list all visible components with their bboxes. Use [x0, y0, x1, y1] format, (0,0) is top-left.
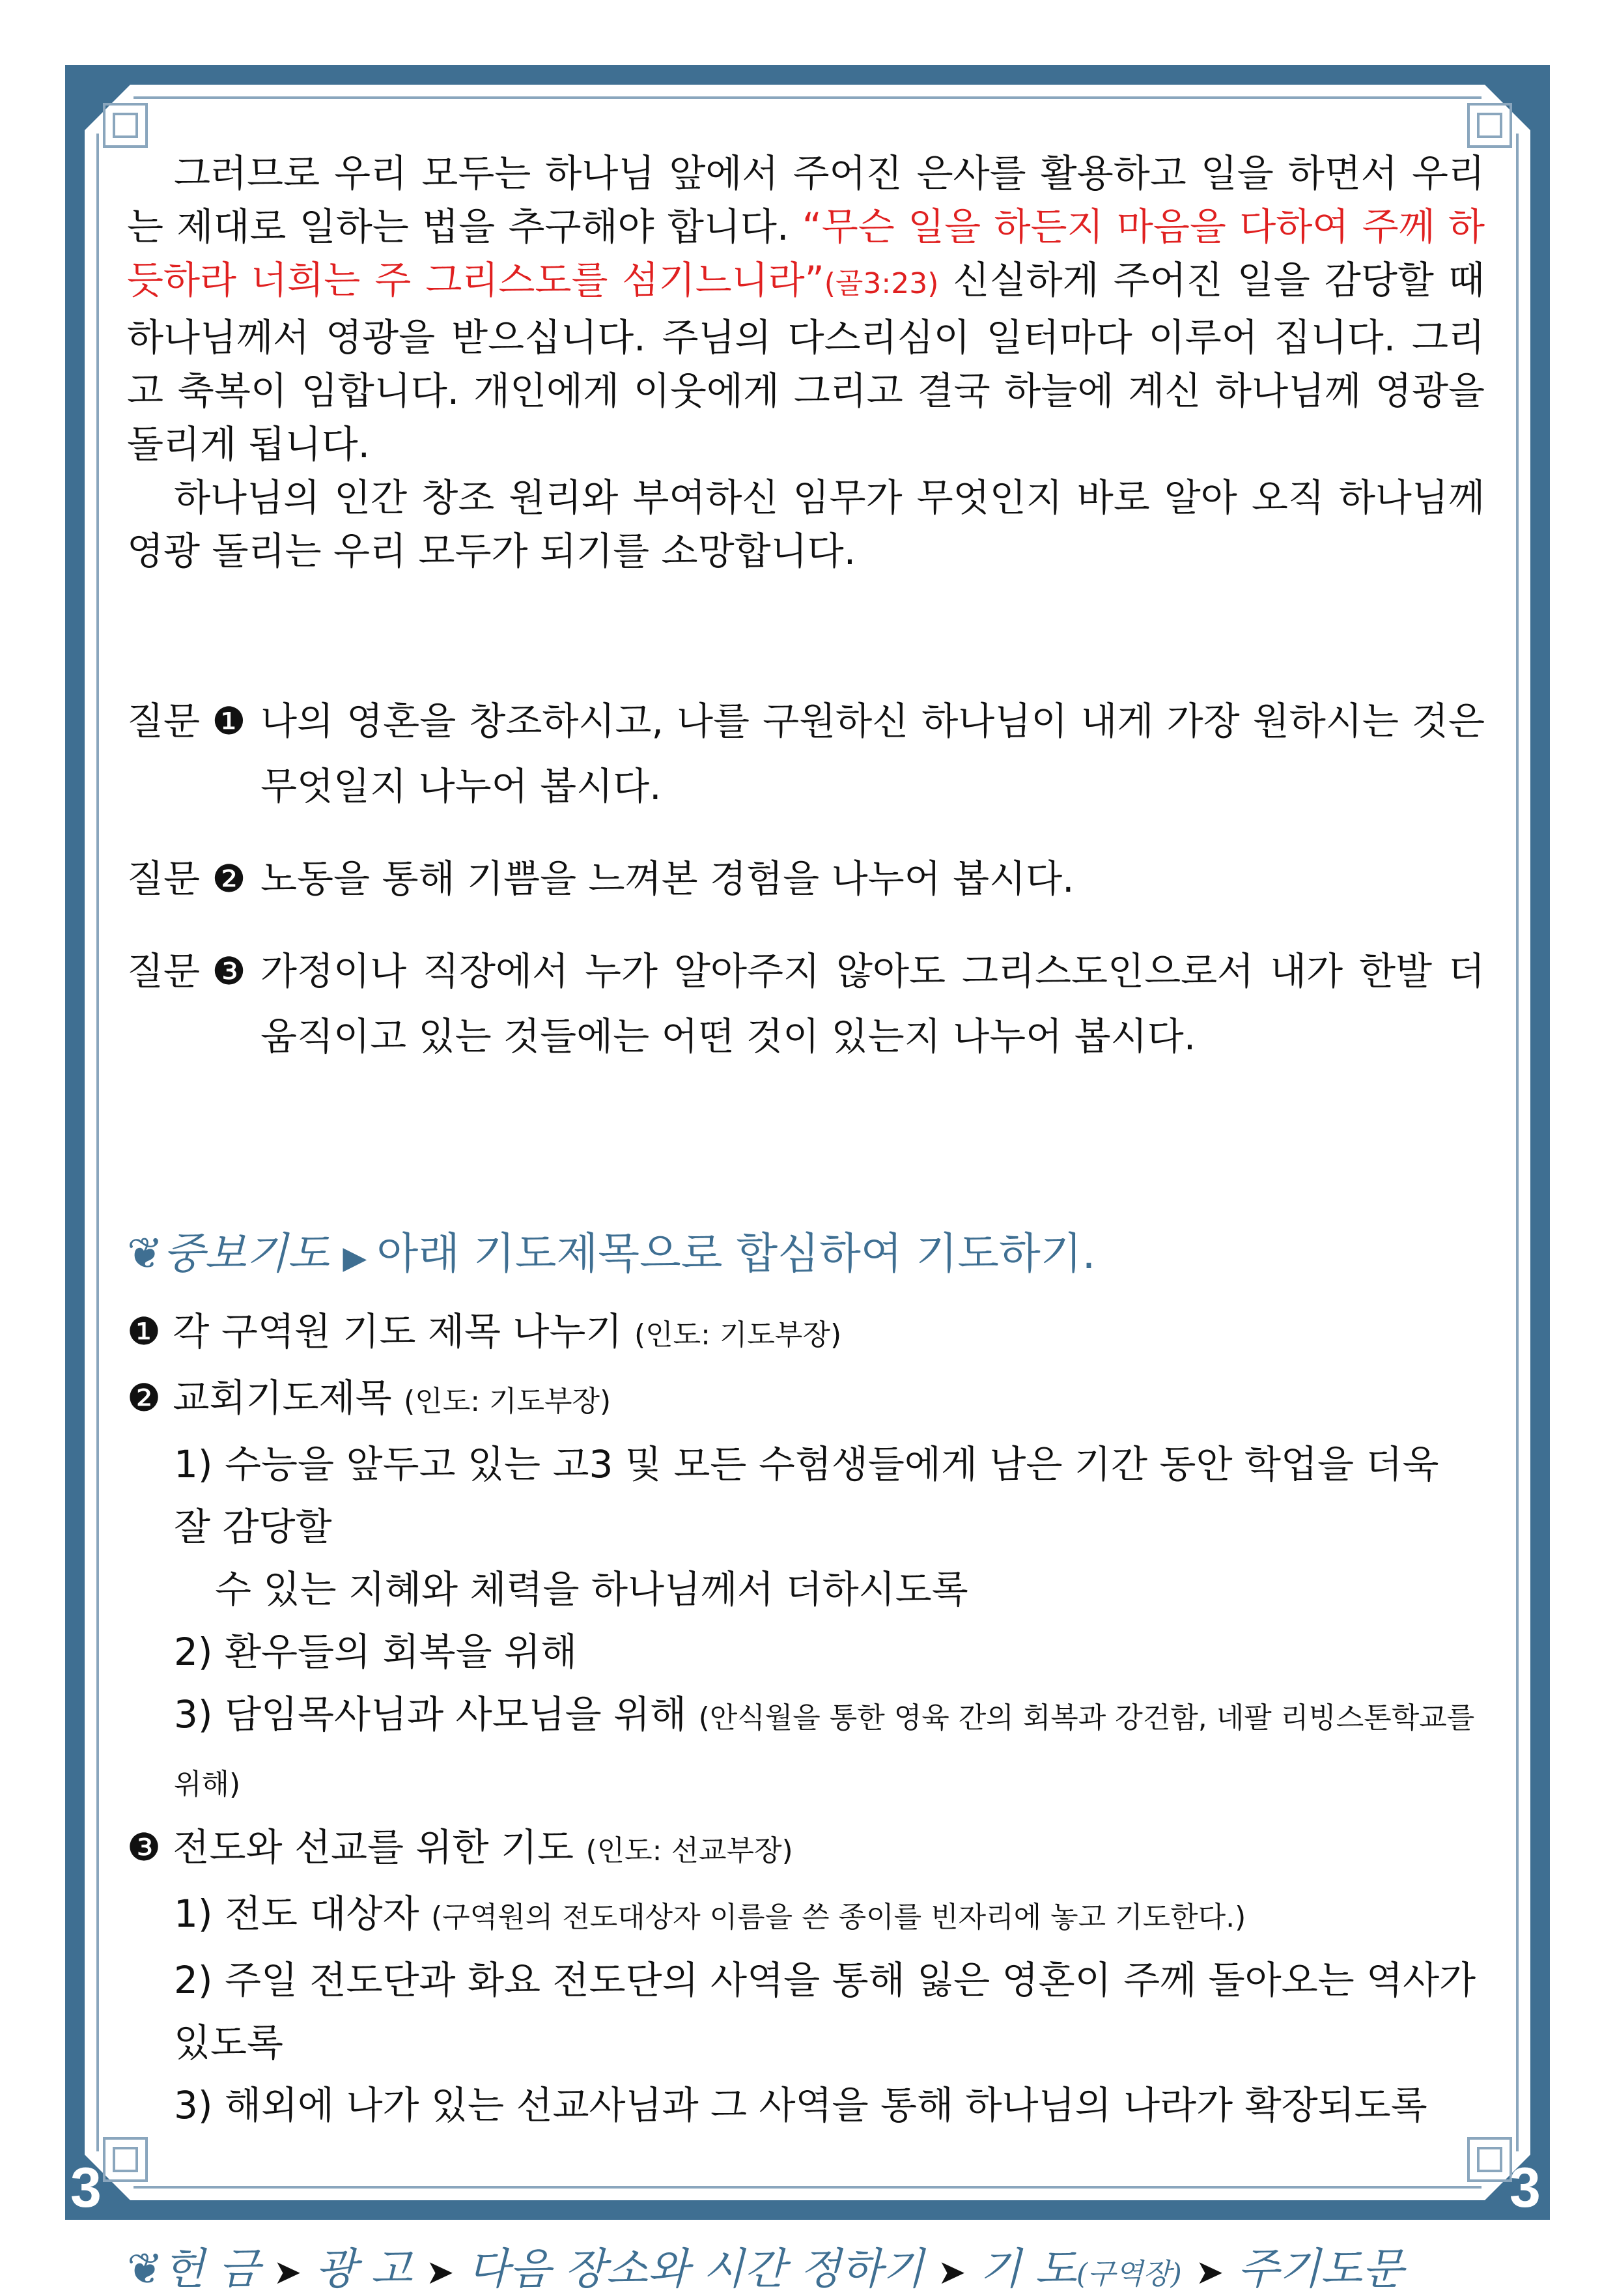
- service-order: [127, 2234, 1485, 2296]
- question-1: [127, 688, 1485, 819]
- order-prayer-note: (구역장): [1076, 2258, 1182, 2291]
- prayer-item-3-sub-2: 2) 주일 전도단과 화요 전도단의 사역을 통해 잃은 영혼이 주께 돌아오는 역사가 있도록: [174, 1958, 1476, 2065]
- intro-text-a: 그러므로 우리 모두는 하나님 앞에서 주어진 은사를 활용하고 일을 하면서 우리는 제대로 일하는 법을 추구해야 합니다.: [127, 151, 1485, 249]
- order-lords-prayer: 주기도문: [1237, 2244, 1404, 2294]
- prayer-item-1: [127, 1300, 1485, 1367]
- prayer-item-3-sub-1-note: (구역원의 전도대상자 이름을 쓴 종이를 빈자리에 놓고 기도한다.): [430, 1901, 1246, 1934]
- prayer-item-1-note: (인도: 기도부장): [634, 1318, 842, 1352]
- prayer-item-3-sub-3: 3) 해외에 나가 있는 선교사님과 그 사역을 통해 하나님의 나라가 확장되도록: [174, 2083, 1427, 2127]
- intro-paragraph-1: [127, 147, 1485, 471]
- prayer-item-2-sub-3: [127, 1683, 1485, 1816]
- arrow-right-icon: ➤: [425, 2253, 455, 2292]
- page-number-left: 3: [70, 2157, 102, 2219]
- order-announcements: 광 고: [315, 2244, 412, 2294]
- prayer-item-2-note: (인도: 기도부장): [404, 1385, 611, 1418]
- intro-text-b: 신실하게 주어진 일을 감당할 때 하나님께서 영광을 받으십니다. 주님의 다스리심이 일터마다 이루어 집니다. 그리고 축복이 임합니다. 개인에게 이웃에게 그리고 결국 하늘에 계신 하나님께 영광을 돌리게 됩니다.: [127, 258, 1485, 466]
- question-label: 질문 ❶: [127, 699, 246, 743]
- page-number-right: 3: [1510, 2157, 1541, 2219]
- question-text: 나의 영혼을 창조하시고, 나를 구원하신 하나님이 내게 가장 원하시는 것은 무엇일지 나누어 봅시다.: [260, 699, 1485, 808]
- heart-icon: ❦: [127, 1228, 163, 1279]
- arrow-right-icon: ➤: [937, 2253, 966, 2292]
- scripture-reference: (골3:23): [824, 267, 939, 300]
- prayer-item-3-sub-1-text: 1) 전도 대상자: [174, 1892, 419, 1936]
- prayer-heading: [127, 1219, 1485, 1281]
- order-prayer: 기 도: [979, 2244, 1076, 2294]
- prayer-item-1-text: ❶ 각 구역원 기도 제목 나누기: [127, 1309, 623, 1354]
- question-2: [127, 846, 1485, 911]
- prayer-item-3-text: ❸ 전도와 선교를 위한 기도: [127, 1825, 574, 1869]
- prayer-item-2-sub-1: 1) 수능을 앞두고 있는 고3 및 모든 수험생들에게 남은 기간 동안 학업을 더욱 잘 감당할: [174, 1442, 1439, 1549]
- question-text: 노동을 통해 기쁨을 느껴본 경험을 나누어 봅시다.: [260, 857, 1074, 901]
- question-text: 가정이나 직장에서 누가 알아주지 않아도 그리스도인으로서 내가 한발 더 움직이고 있는 것들에는 어떤 것이 있는지 나누어 봅시다.: [260, 949, 1485, 1058]
- prayer-item-3-sub-1: [127, 1882, 1485, 1949]
- prayer-item-2: [127, 1367, 1485, 1433]
- arrow-right-icon: ➤: [1195, 2253, 1224, 2292]
- prayer-item-2-sub-2: 2) 환우들의 회복을 위해: [174, 1630, 578, 1674]
- prayer-item-3: [127, 1816, 1485, 1882]
- prayer-item-3-note: (인도: 선교부장): [585, 1834, 793, 1867]
- prayer-subtitle: 아래 기도제목으로 합심하여 기도하기.: [376, 1228, 1096, 1279]
- intro-text-2: 하나님의 인간 창조 원리와 부여하신 임무가 무엇인지 바로 알아 오직 하나님께 영광 돌리는 우리 모두가 되기를 소망합니다.: [127, 475, 1485, 573]
- question-label: 질문 ❷: [127, 857, 246, 901]
- prayer-item-2-sub-3-note: (안식월을 통한 영육 간의 회복과 강건함, 네팔 리빙스톤학교를 위해): [174, 1701, 1475, 1801]
- intro-paragraph-2: [127, 471, 1485, 578]
- question-label: 질문 ❸: [127, 949, 246, 993]
- prayer-item-2-text: ❷ 교회기도제목: [127, 1376, 392, 1420]
- order-offering: 헌 금: [163, 2244, 260, 2294]
- prayer-item-2-sub-1-cont: 수 있는 지혜와 체력을 하나님께서 더하시도록: [215, 1567, 968, 1611]
- order-next-meeting: 다음 장소와 시간 정하기: [468, 2244, 924, 2294]
- scripture-quote: “무슨 일을 하든지 마음을 다하여 주께 하듯하라 너희는 주 그리스도를 섬기느니라”: [127, 205, 1485, 302]
- prayer-title: 중보기도: [163, 1228, 330, 1279]
- play-arrow-icon: ▶: [343, 1240, 377, 1276]
- arrow-right-icon: ➤: [273, 2253, 302, 2292]
- prayer-item-2-sub-3-text: 3) 담임목사님과 사모님을 위해: [174, 1692, 687, 1736]
- heart-icon: ❦: [127, 2244, 163, 2294]
- question-3: [127, 939, 1485, 1069]
- page-content: [127, 147, 1485, 2296]
